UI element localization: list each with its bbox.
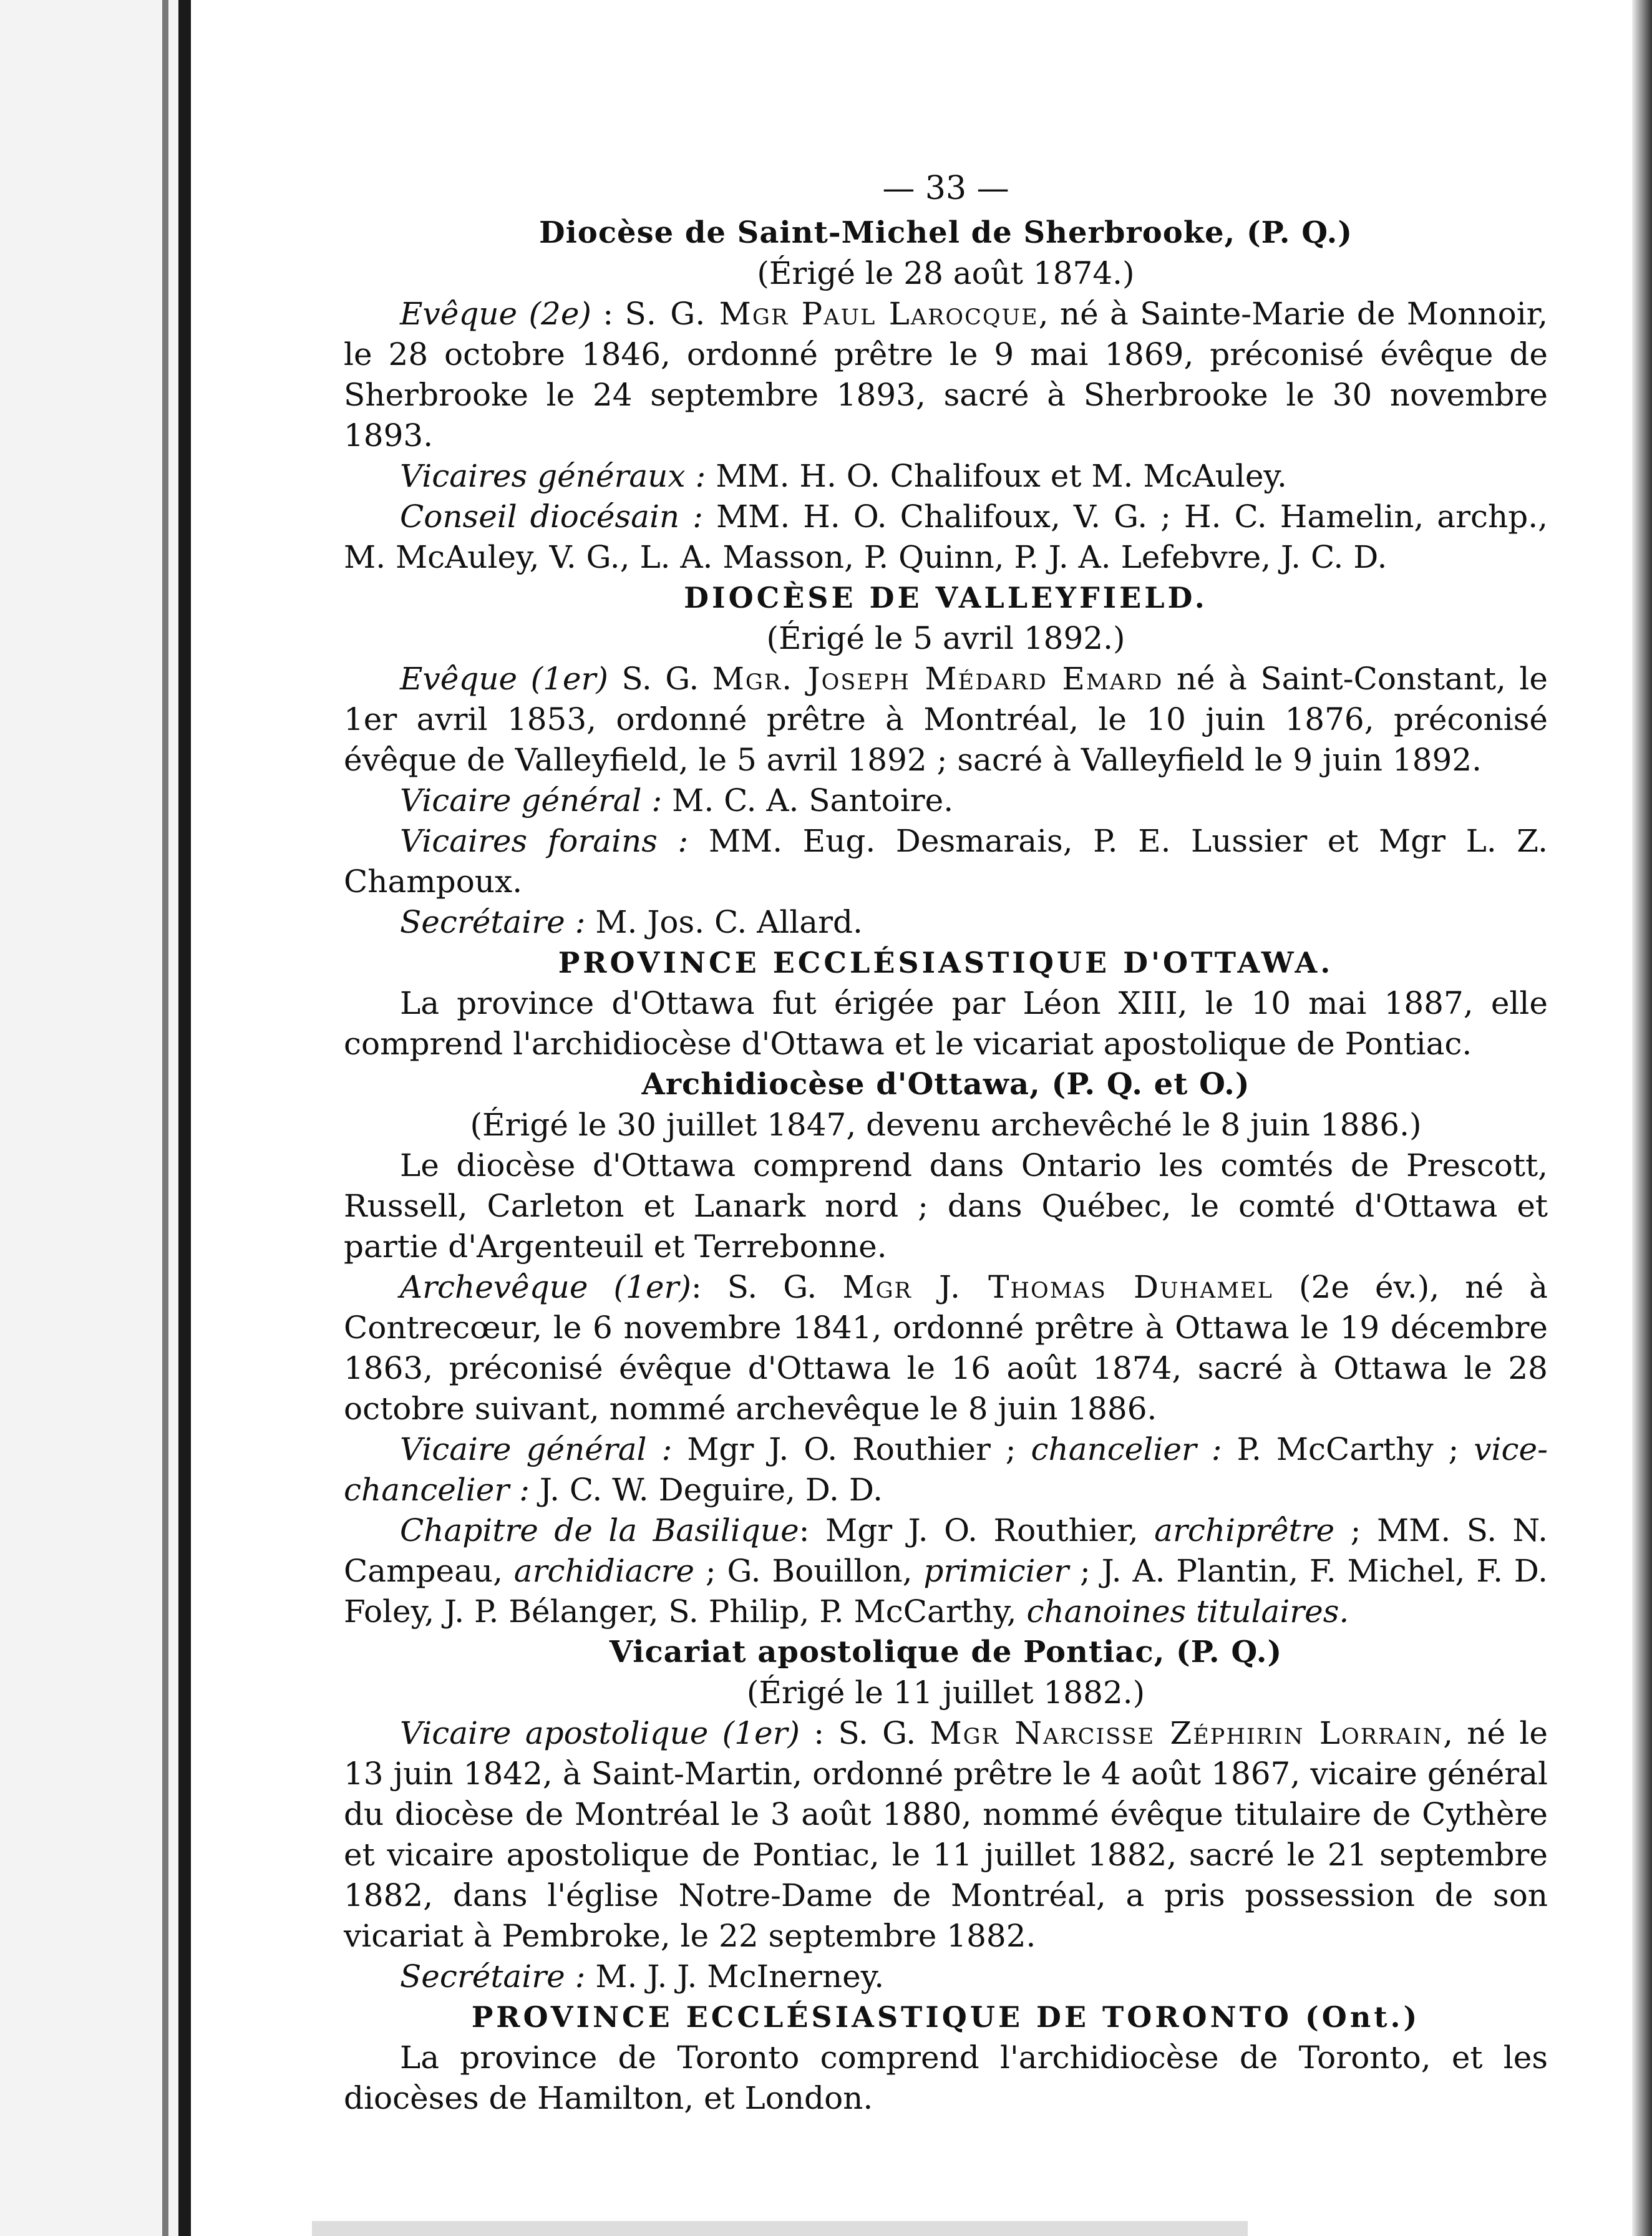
paragraph-sherbrooke-vicaires	[344, 456, 1548, 497]
text: P. McCarthy ;	[1222, 1431, 1474, 1467]
label: Secrétaire :	[400, 1958, 586, 1995]
page	[191, 0, 1652, 2236]
paragraph-ottawa-comprend: Le diocèse d'Ottawa comprend dans Ontario les comtés de Prescott, Russell, Carleton et Lanark nord ; dans Québec, le comté d'Ottawa et partie d'Argenteuil et Terrebonne.	[344, 1147, 1548, 1265]
paragraph-toronto-province: La province de Toronto comprend l'archidiocèse de Toronto, et les diocèses de Hamilton, et London.	[344, 2039, 1548, 2116]
label: Secrétaire :	[400, 904, 586, 940]
text: MM. H. O. Chalifoux et M. McAuley.	[706, 458, 1287, 494]
paragraph-ottawa-archeveque	[344, 1267, 1548, 1429]
left-margin	[0, 0, 187, 2236]
text: ; J. A. Plantin, F. Michel, F. D. Foley, J. P. Bélanger, S. Philip, P. McCarthy,	[344, 1553, 1548, 1630]
heading-sherbrooke: Diocèse de Saint-Michel de Sherbrooke, (P. Q.)	[538, 215, 1353, 250]
label: Archevêque (1er)	[400, 1269, 691, 1305]
role: primicier	[923, 1553, 1069, 1589]
text: né à Saint-Constant, le 1er avril 1853, ordonné prêtre à Montréal, le 10 juin 1876, préconisé évêque de Valleyfield, le 5 avril 1892 ; sacré à Valleyfield le 9 juin 1892.	[344, 661, 1548, 778]
label: Conseil diocésain :	[400, 498, 703, 535]
pre: S. G.	[608, 661, 712, 697]
book-spine	[178, 0, 191, 2236]
label: Vicaires forains :	[400, 823, 689, 859]
text: M. Jos. C. Allard.	[585, 904, 863, 940]
paragraph-valleyfield-forains	[344, 821, 1548, 902]
paragraph-ottawa-vicaire	[344, 1429, 1548, 1510]
role: chanoines titulaires.	[1026, 1593, 1349, 1630]
paragraph-valleyfield-secretaire	[344, 902, 1548, 943]
label: Evêque (2e)	[400, 296, 591, 332]
label: Vicaires généraux :	[400, 458, 706, 494]
text: , né à Sainte-Marie de Monnoir, le 28 octobre 1846, ordonné prêtre le 9 mai 1869, préconisé évêque de Sherbrooke le 24 septembre 1893, sacré à Sherbrooke le 30 novembre 1893.	[344, 296, 1548, 454]
text: (2e év.), né à Contrecœur, le 6 novembre 1841, ordonné prêtre à Ottawa le 19 décembre 1863, préconisé évêque d'Ottawa le 16 août 1874, sacré à Ottawa le 28 octobre suivant, nommé archevêque le 8 juin 1886.	[344, 1269, 1548, 1427]
heading-ottawa-province: PROVINCE ECCLÉSIASTIQUE D'OTTAWA.	[558, 946, 1334, 979]
text: ; MM. S. N. Campeau,	[344, 1512, 1548, 1589]
paragraph-valleyfield-vicaire	[344, 780, 1548, 821]
text: J. C. W. Deguire, D. D.	[530, 1472, 883, 1508]
erected-pontiac: (Érigé le 11 juillet 1882.)	[746, 1675, 1145, 1711]
paragraph-ottawa-chapitre	[344, 1510, 1548, 1632]
text: M. J. J. McInerney.	[585, 1958, 885, 1995]
text: MM. H. O. Chalifoux, V. G. ; H. C. Hamelin, archp., M. McAuley, V. G., L. A. Masson, P. Quinn, P. J. A. Lefebvre, J. C. D.	[344, 498, 1548, 575]
text: M. C. A. Santoire.	[662, 782, 954, 819]
text: : Mgr J. O. Routhier,	[799, 1512, 1155, 1548]
label: Chapitre de la Basilique	[400, 1512, 799, 1548]
page-text	[344, 168, 1548, 2119]
paragraph-pontiac-vicaire	[344, 1713, 1548, 1956]
text: Mgr J. O. Routhier ;	[672, 1431, 1031, 1467]
paragraph-valleyfield-eveque	[344, 659, 1548, 780]
paragraph-ottawa-province: La province d'Ottawa fut érigée par Léon XIII, le 10 mai 1887, elle comprend l'archidiocèse d'Ottawa et le vicariat apostolique de Pontiac.	[344, 985, 1548, 1062]
text: MM. Eug. Desmarais, P. E. Lussier et Mgr L. Z. Champoux.	[344, 823, 1548, 900]
page-number: — 33 —	[882, 170, 1009, 207]
heading-ottawa-archdiocese: Archidiocèse d'Ottawa, (P. Q. et O.)	[641, 1067, 1250, 1102]
erected-valleyfield: (Érigé le 5 avril 1892.)	[766, 620, 1125, 656]
pre: : S. G.	[691, 1269, 843, 1305]
pre: : S. G.	[800, 1715, 930, 1751]
heading-pontiac: Vicariat apostolique de Pontiac, (P. Q.)	[609, 1635, 1283, 1670]
name: S. G. Mgr Paul Larocque	[624, 296, 1039, 332]
label: chancelier :	[1031, 1431, 1222, 1467]
text: , né le 13 juin 1842, à Saint-Martin, ordonné prêtre le 4 août 1867, vicaire général du diocèse de Montréal le 3 août 1880, nommé évêque titulaire de Cythère et vicaire apostolique de Pontiac, le 11 juillet 1882, sacré le 21 septembre 1882, dans l'église Notre-Dame de Montréal, a pris possession de son vicariat à Pembroke, le 22 septembre 1882.	[344, 1715, 1548, 1954]
paragraph-pontiac-secretaire	[344, 1956, 1548, 1997]
label: Vicaire général :	[400, 782, 663, 819]
label: Vicaire apostolique (1er)	[400, 1715, 800, 1751]
label: vice-chancelier :	[344, 1431, 1548, 1508]
name: Mgr. Joseph Médard Emard	[712, 661, 1164, 697]
heading-valleyfield: DIOCÈSE DE VALLEYFIELD.	[684, 581, 1208, 615]
name: Mgr J. Thomas Duhamel	[842, 1269, 1273, 1305]
role: archidiacre	[513, 1553, 695, 1589]
role: archiprêtre	[1154, 1512, 1335, 1548]
name: Mgr Narcisse Zéphirin Lorrain	[930, 1715, 1444, 1751]
bottom-shadow	[312, 2221, 1248, 2236]
erected-ottawa: (Érigé le 30 juillet 1847, devenu archevêché le 8 juin 1886.)	[470, 1107, 1422, 1143]
label: Evêque (1er)	[400, 661, 608, 697]
paragraph-sherbrooke-conseil	[344, 497, 1548, 578]
erected-sherbrooke: (Érigé le 28 août 1874.)	[757, 255, 1135, 291]
text: ; G. Bouillon,	[694, 1553, 924, 1589]
paragraph-sherbrooke-eveque: Evêque (2e) : S. G. Mgr Paul Larocque, né à Sainte-Marie de Monnoir, le 28 octobre 1846, ordonné prêtre le 9 mai 1869, préconisé évêque de Sherbrooke le 24 septembre 1893, sacré à Sherbrooke le 30 novembre 1893.	[344, 296, 1548, 454]
label: Vicaire général :	[400, 1431, 673, 1467]
heading-toronto-province: PROVINCE ECCLÉSIASTIQUE DE TORONTO (Ont.)	[471, 2000, 1421, 2034]
